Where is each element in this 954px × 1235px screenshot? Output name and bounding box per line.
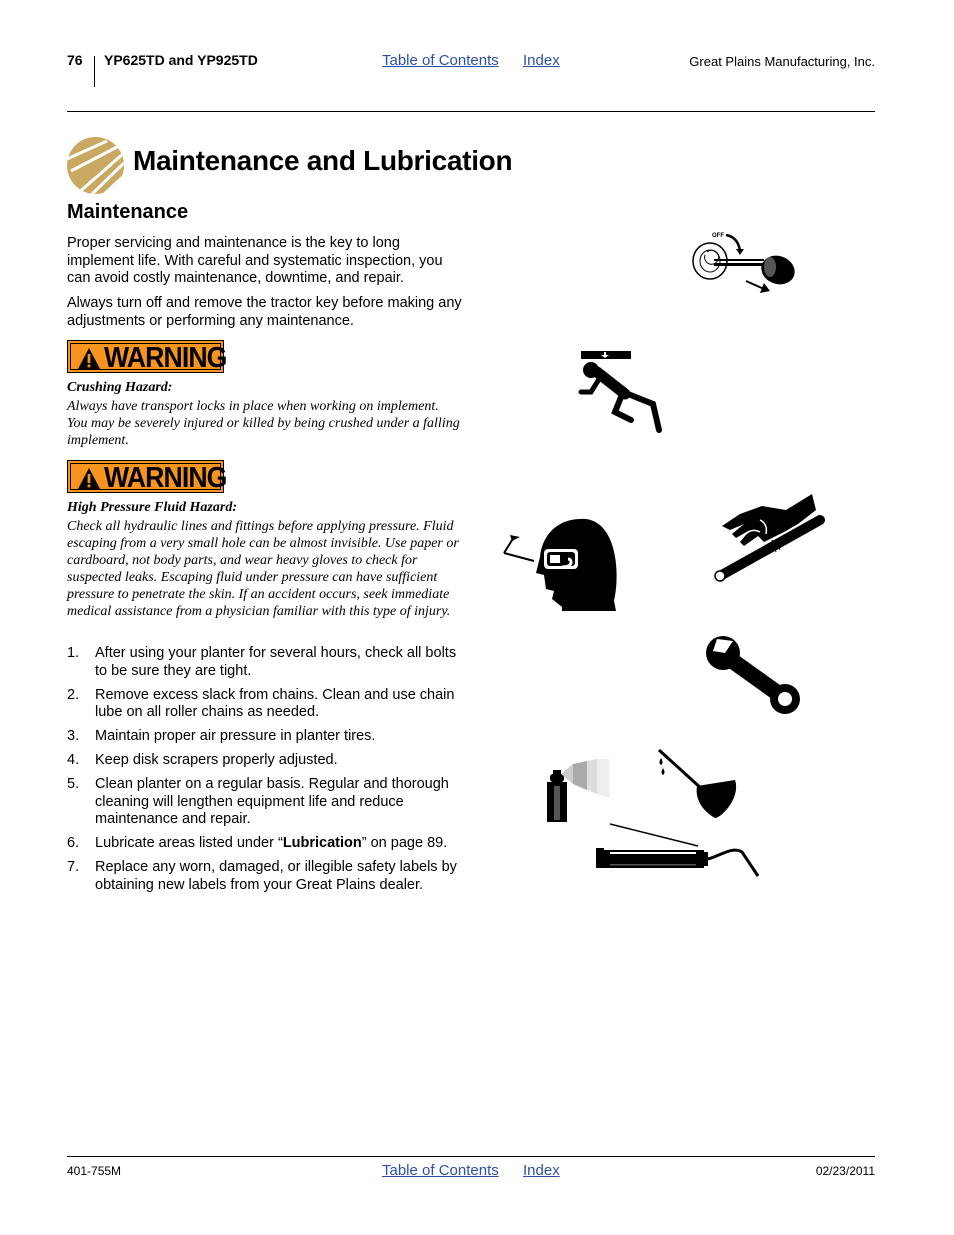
- intro-paragraph-2: Always turn off and remove the tractor key before making any adjustments or performing any maintenance.: [67, 295, 462, 329]
- warning-triangle-icon: [77, 347, 101, 370]
- hazard-title-crushing: Crushing Hazard:: [67, 380, 173, 395]
- hazard-text-fluid: Check all hydraulic lines and fittings before applying pressure. Fluid escaping from a very small hole can be almost invisible. Use paper or cardboard, not body parts, and wear heavy gloves to check for suspected leaks. Escaping fluid under pressure can have sufficient pressure to penetrate the skin. If an accident occurs, seek immediate medical assistance from a physician familiar with this type of injury.: [67, 519, 459, 619]
- header-index-link[interactable]: Index: [523, 52, 560, 69]
- footer-index-link[interactable]: Index: [523, 1162, 560, 1179]
- header-toc-link[interactable]: Table of Contents: [382, 52, 499, 69]
- page-number: 76: [67, 52, 83, 68]
- lubrication-reference: Lubrication: [282, 835, 362, 851]
- safety-glasses-icon: [500, 515, 620, 615]
- key-off-icon: [690, 225, 800, 297]
- footer-rule: [67, 1156, 875, 1157]
- page-title: Maintenance and Lubrication: [133, 145, 513, 176]
- key-off-text: OFF: [712, 233, 724, 239]
- hazard-text-crushing: Always have transport locks in place when working on implement. You may be severely injured or killed by being crushed under a falling implement.: [67, 399, 460, 448]
- list-item: 7. Replace any worn, damaged, or illegible safety labels by obtaining new labels from your Great Plains dealer.: [67, 859, 457, 893]
- section-heading: Maintenance: [67, 201, 189, 223]
- list-item: 4. Keep disk scrapers properly adjusted.: [67, 752, 338, 768]
- model-name: YP625TD and YP925TD: [104, 52, 258, 68]
- list-item: 6. Lubricate areas listed under “Lubrication” on page 89.: [67, 835, 448, 851]
- list-item: 3. Maintain proper air pressure in planter tires.: [67, 728, 376, 744]
- grease-gun-icon: [590, 820, 765, 880]
- list-item: 5. Clean planter on a regular basis. Regular and thorough cleaning will lengthen equipment life and reduce maintenance and repair.: [67, 776, 449, 827]
- warning-text: WARNING: [104, 342, 227, 374]
- company-name: Great Plains Manufacturing, Inc.: [689, 54, 875, 69]
- warning-text: WARNING: [104, 462, 227, 494]
- crushing-hazard-icon: [575, 348, 670, 438]
- oil-can-icon: [655, 748, 745, 823]
- warning-label-2: [67, 460, 227, 494]
- footer-toc-link[interactable]: Table of Contents: [382, 1162, 499, 1179]
- wrench-icon: [705, 635, 805, 720]
- list-item: 2. Remove excess slack from chains. Clean and use chain lube on all roller chains as needed.: [67, 686, 455, 720]
- spray-can-icon: [543, 758, 613, 823]
- high-pressure-fluid-icon: [710, 490, 830, 585]
- list-item: 1. After using your planter for several hours, check all bolts to be sure they are tight.: [67, 645, 457, 679]
- warning-label-1: [67, 340, 227, 374]
- great-plains-logo-icon: [67, 137, 124, 194]
- warning-triangle-icon: [77, 467, 101, 490]
- document-date: 02/23/2011: [815, 1164, 875, 1178]
- intro-paragraph-1: Proper servicing and maintenance is the key to long implement life. With careful and systematic inspection, you can avoid costly maintenance, downtime, and repair.: [67, 235, 443, 286]
- header-rule: [67, 111, 875, 112]
- hazard-title-fluid: High Pressure Fluid Hazard:: [67, 500, 237, 515]
- document-number: 401-755M: [67, 1164, 122, 1178]
- maintenance-steps: [67, 645, 462, 901]
- header-divider: [94, 56, 95, 87]
